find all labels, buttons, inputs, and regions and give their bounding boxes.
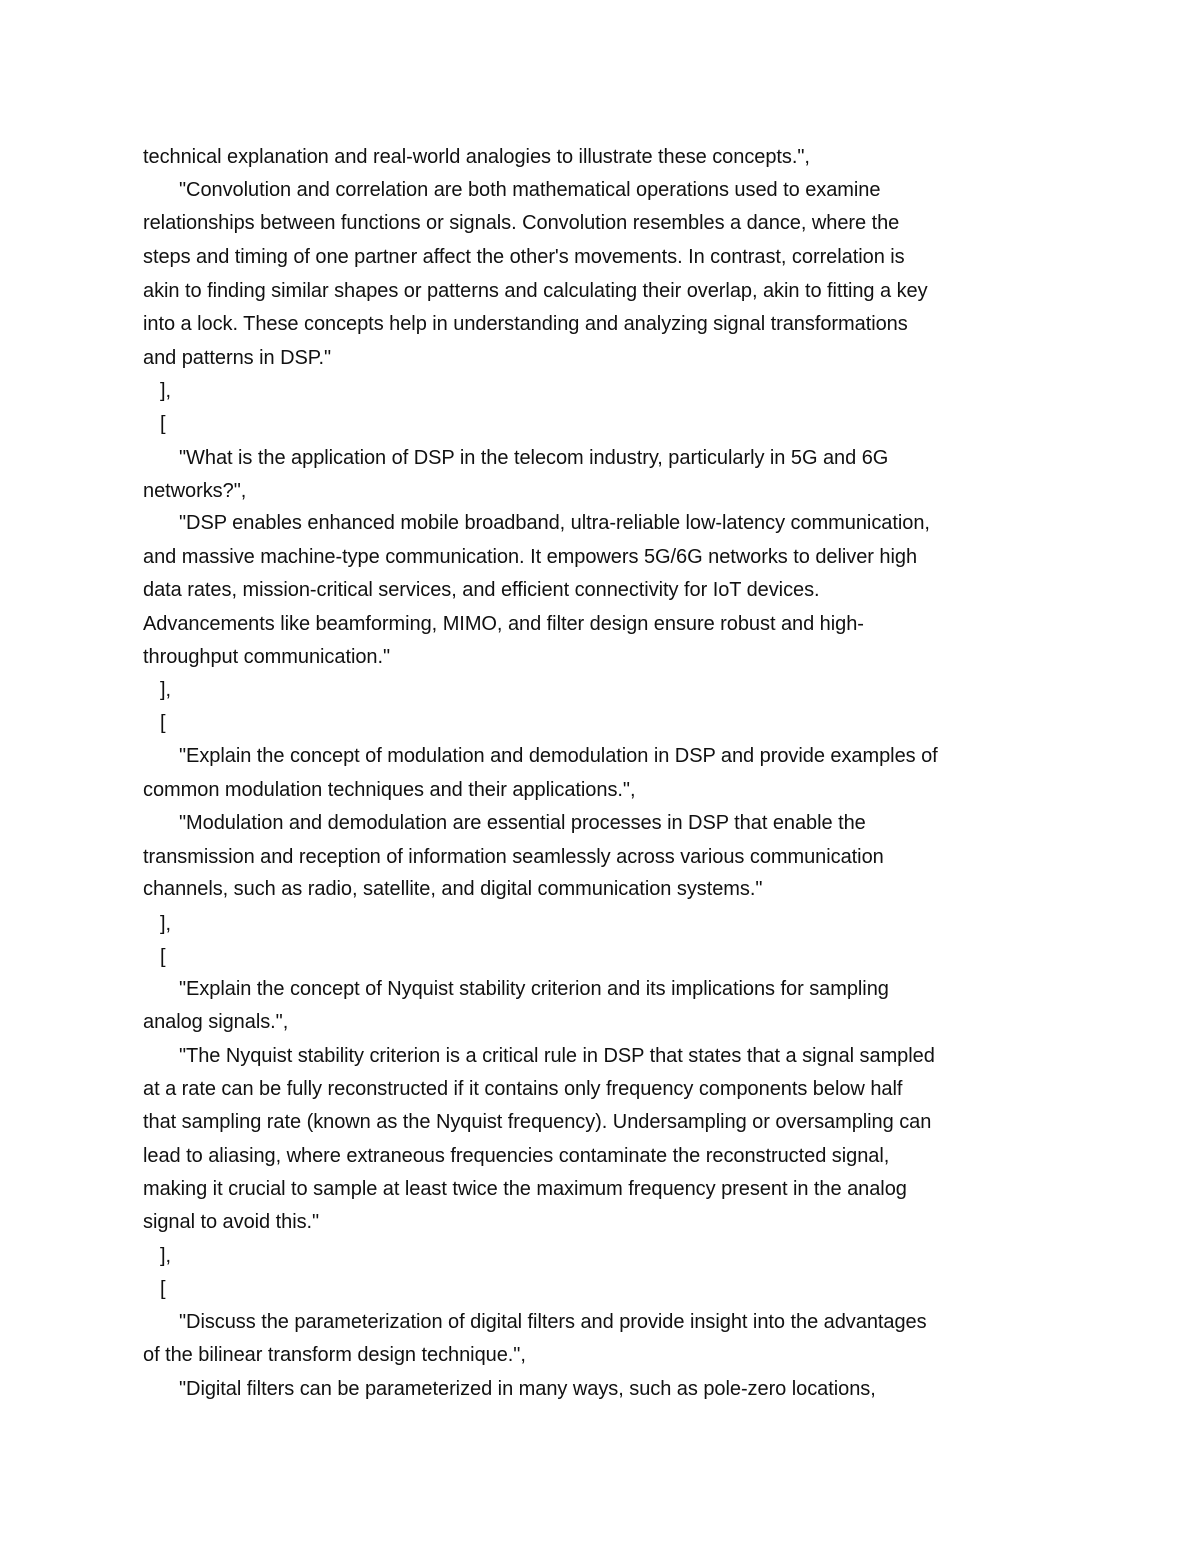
answer-line: and massive machine-type communication. It empowers 5G/6G networks to deliver high (143, 546, 918, 568)
answer-line: that sampling rate (known as the Nyquist frequency). Undersampling or oversampling can (143, 1111, 932, 1133)
question-line: of the bilinear transform design technique.", (143, 1344, 526, 1366)
answer-line: signal to avoid this." (143, 1211, 320, 1233)
answer-line: making it crucial to sample at least twice the maximum frequency present in the analog (143, 1178, 907, 1200)
question-line: "Explain the concept of Nyquist stability criterion and its implications for sampling (179, 978, 889, 1000)
text-line: and patterns in DSP." (143, 347, 332, 369)
question-line: analog signals.", (143, 1011, 289, 1033)
text-line: technical explanation and real-world analogies to illustrate these concepts.", (143, 146, 810, 168)
answer-line: Advancements like beamforming, MIMO, and filter design ensure robust and high- (143, 613, 864, 635)
question-line: common modulation techniques and their applications.", (143, 779, 636, 801)
answer-line: channels, such as radio, satellite, and digital communication systems." (143, 878, 763, 900)
opening-bracket: [ (160, 712, 166, 734)
question-line: "Explain the concept of modulation and demodulation in DSP and provide examples of (179, 745, 938, 767)
answer-line: "Digital filters can be parameterized in many ways, such as pole-zero locations, (179, 1378, 876, 1400)
answer-line: "Modulation and demodulation are essential processes in DSP that enable the (179, 812, 866, 834)
closing-bracket: ], (160, 380, 172, 402)
answer-line: lead to aliasing, where extraneous frequencies contaminate the reconstructed signal, (143, 1145, 890, 1167)
question-line: "What is the application of DSP in the telecom industry, particularly in 5G and 6G (179, 447, 889, 469)
answer-line: throughput communication." (143, 646, 391, 668)
answer-line: "The Nyquist stability criterion is a critical rule in DSP that states that a signal sampled (179, 1045, 935, 1067)
closing-bracket: ], (160, 913, 172, 935)
text-line: akin to finding similar shapes or patterns and calculating their overlap, akin to fitting a key (143, 280, 928, 302)
text-line: into a lock. These concepts help in understanding and analyzing signal transformations (143, 313, 908, 335)
opening-bracket: [ (160, 1278, 166, 1300)
answer-line: data rates, mission-critical services, and efficient connectivity for IoT devices. (143, 579, 820, 601)
answer-line: transmission and reception of information seamlessly across various communication (143, 846, 884, 868)
text-line: "Convolution and correlation are both mathematical operations used to examine (179, 179, 881, 201)
answer-line: at a rate can be fully reconstructed if it contains only frequency components below half (143, 1078, 903, 1100)
question-line: "Discuss the parameterization of digital filters and provide insight into the advantages (179, 1311, 927, 1333)
answer-line: "DSP enables enhanced mobile broadband, ultra-reliable low-latency communication, (179, 512, 930, 534)
closing-bracket: ], (160, 1245, 172, 1267)
opening-bracket: [ (160, 413, 166, 435)
text-line: relationships between functions or signals. Convolution resembles a dance, where the (143, 212, 900, 234)
text-line: steps and timing of one partner affect the other's movements. In contrast, correlation is (143, 246, 905, 268)
question-line: networks?", (143, 480, 247, 502)
opening-bracket: [ (160, 946, 166, 968)
closing-bracket: ], (160, 679, 172, 701)
